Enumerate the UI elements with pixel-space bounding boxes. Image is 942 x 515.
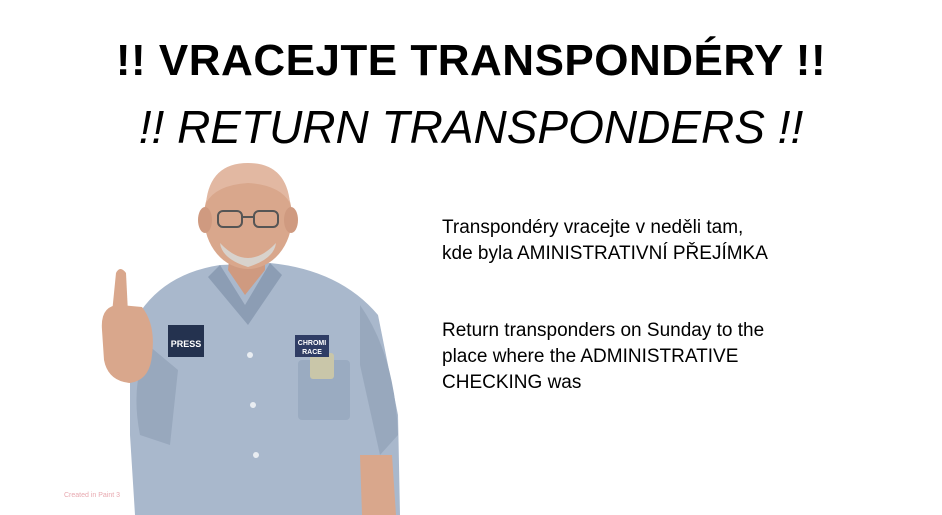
badge-chromi-label: CHROMI [297,340,327,347]
right-forearm [360,455,396,515]
instructions-czech-line-1: Transpondéry vracejte v neděli tam, [442,217,744,238]
badge-press [168,325,204,357]
left-fist [102,305,153,383]
badge-race-label: RACE [302,349,322,356]
badge-press-label: PRESS [170,339,202,349]
right-ear [284,207,298,233]
instructions-english-line-3: CHECKING was [442,372,582,393]
pointing-finger [112,269,128,313]
instructions-english [442,318,872,396]
badge-chromi-race [295,335,329,357]
headline-czech: !! VRACEJTE TRANSPONDÉRY !! [115,36,827,85]
instructions-english-line-1: Return transponders on Sunday to the [442,320,765,341]
man-pointing-photo [60,155,420,515]
headline-english: !! RETURN TRANSPONDERS !! [138,101,804,153]
left-ear [198,207,212,233]
watermark: Created in Paint 3 [64,492,121,499]
instructions-czech-line-2: kde byla AMINISTRATIVNÍ PŘEJÍMKA [442,243,768,264]
instructions-czech [442,215,872,267]
instructions-english-line-2: place where the ADMINISTRATIVE [442,346,739,367]
